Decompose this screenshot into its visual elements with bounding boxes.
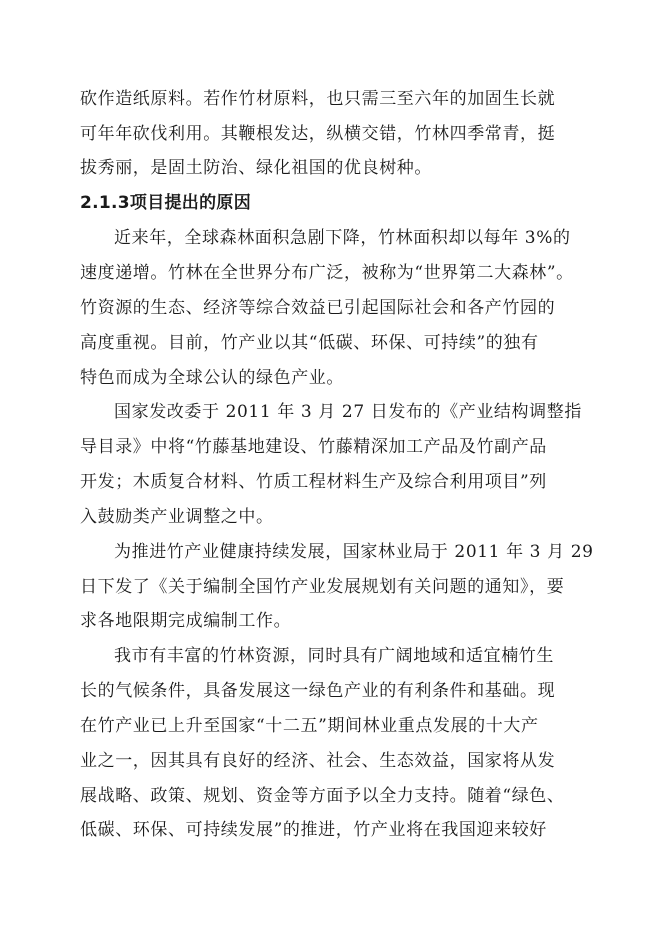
text-line-5: 近来年，全球森林面积急剧下降，竹林面积却以每年 3%的: [114, 228, 571, 248]
text-line-8: 高度重视。目前，竹产业以其“低碳、环保、可持续”的独有: [80, 333, 539, 353]
text-line-20: 业之一，因其具有良好的经济、社会、生态效益，国家将从发: [80, 751, 556, 771]
text-line-14: 为推进竹产业健康持续发展，国家林业局于 2011 年 3 月 29: [114, 542, 594, 562]
section-heading: 2.1.3项目提出的原因: [80, 193, 252, 213]
text-line-3: 拔秀丽，是固土防治、绿化祖国的优良树种。: [80, 158, 432, 178]
text-line-13: 入鼓励类产业调整之中。: [80, 507, 274, 527]
text-line-15: 日下发了《关于编制全国竹产业发展规划有关问题的通知》，要: [80, 577, 565, 597]
text-line-12: 开发；木质复合材料、竹质工程材料生产及综合利用项目”列: [80, 472, 547, 492]
text-line-11: 导目录》中将“竹藤基地建设、竹藤精深加工产品及竹副产品: [80, 437, 547, 457]
text-line-16: 求各地限期完成编制工作。: [80, 611, 292, 631]
text-line-7: 竹资源的生态、经济等综合效益已引起国际社会和各产竹园的: [80, 298, 556, 318]
text-line-19: 在竹产业已上升至国家“十二五”期间林业重点发展的十大产: [80, 716, 539, 736]
text-line-9: 特色而成为全球公认的绿色产业。: [80, 368, 344, 388]
text-line-10: 国家发改委于 2011 年 3 月 27 日发布的《产业结构调整指: [114, 402, 582, 422]
text-line-6: 速度递增。竹林在全世界分布广泛，被称为“世界第二大森林”。: [80, 263, 574, 283]
text-line-22: 低碳、环保、可持续发展”的推进，竹产业将在我国迎来较好: [80, 820, 547, 840]
text-line-17: 我市有丰富的竹林资源，同时具有广阔地域和适宜楠竹生: [114, 646, 554, 666]
text-line-2: 可年年砍伐利用。其鞭根发达，纵横交错，竹林四季常青，挺: [80, 124, 556, 144]
text-line-1: 砍作造纸原料。若作竹材原料，也只需三至六年的加固生长就: [80, 89, 556, 109]
text-line-21: 展战略、政策、规划、资金等方面予以全力支持。随着“绿色、: [80, 786, 565, 806]
text-line-18: 长的气候条件，具备发展这一绿色产业的有利条件和基础。现: [80, 681, 556, 701]
